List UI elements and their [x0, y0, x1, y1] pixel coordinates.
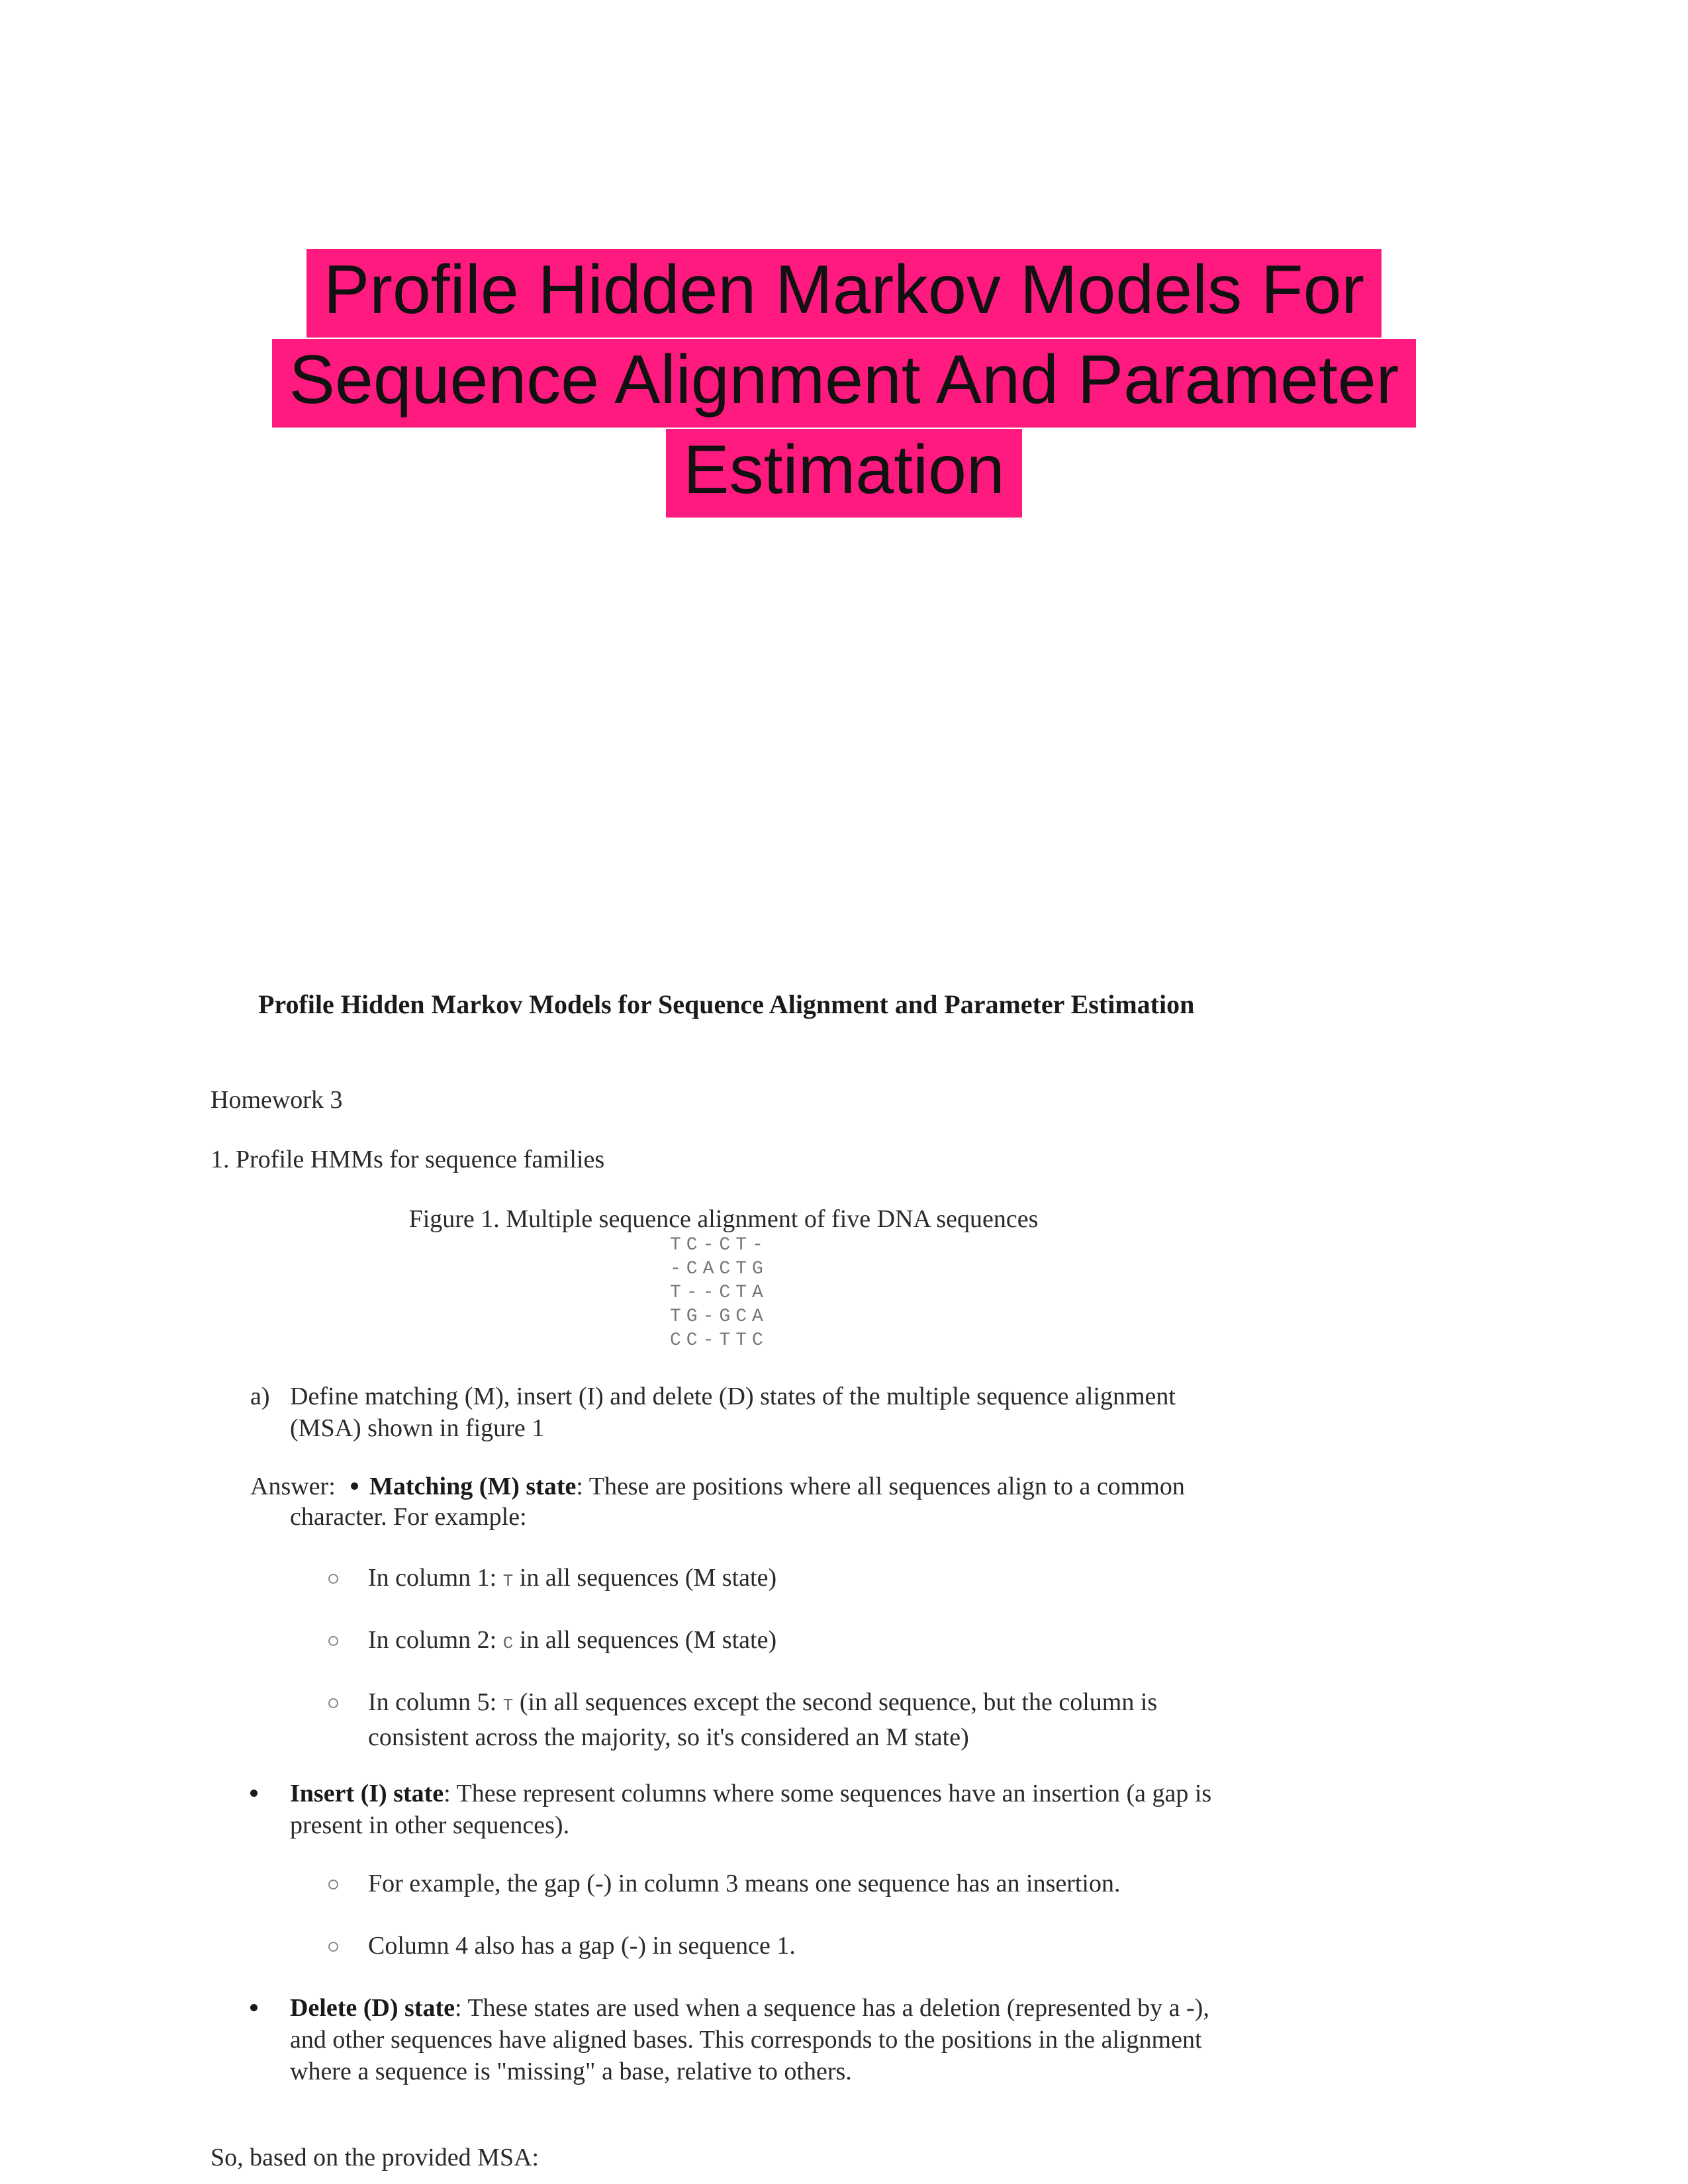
- answer-label: Answer:: [250, 1473, 336, 1500]
- example-text: (in all sequences except the second sequence, but the column is consistent across the majority, so it's considered an M state): [368, 1688, 1158, 1751]
- matching-example-3: [368, 1686, 1229, 1753]
- msa-row: TG-GCA: [670, 1306, 769, 1327]
- example-text: In column 5:: [368, 1688, 503, 1716]
- circle-bullet-icon: [328, 1942, 338, 1952]
- matching-state-continuation: character. For example:: [290, 1503, 527, 1531]
- msa-row: -CACTG: [670, 1259, 769, 1279]
- document-title: Profile Hidden Markov Models for Sequence Alignment and Parameter Estimation: [258, 989, 1195, 1019]
- figure-caption: Figure 1. Multiple sequence alignment of five DNA sequences: [408, 1205, 1039, 1233]
- circle-bullet-icon: [328, 1636, 338, 1646]
- insert-state-term: Insert (I) state: [290, 1780, 444, 1807]
- cover-title-line-1: Profile Hidden Markov Models For: [306, 249, 1382, 338]
- matching-example-2: [368, 1624, 1229, 1659]
- part-a-marker: a): [250, 1383, 270, 1410]
- example-text: in all sequences (M state): [513, 1626, 777, 1654]
- part-a-question: Define matching (M), insert (I) and delete (D) states of the multiple sequence alignment (MSA) shown in figure 1: [290, 1383, 1176, 1442]
- homework-label: Homework 3: [211, 1086, 343, 1114]
- example-text: In column 2:: [368, 1626, 503, 1654]
- example-code: T: [502, 1571, 514, 1591]
- bullet-icon: [351, 1482, 358, 1490]
- bullet-icon: [250, 1790, 258, 1797]
- bullet-icon: [250, 2004, 258, 2011]
- circle-bullet-icon: [328, 1574, 338, 1584]
- question-1-heading: 1. Profile HMMs for sequence families: [211, 1146, 605, 1173]
- msa-row: TC-CT-: [670, 1235, 769, 1255]
- matching-state-line: [369, 1471, 1230, 1502]
- insert-state-line: [290, 1778, 1243, 1841]
- insert-example-1: For example, the gap (-) in column 3 means one sequence has an insertion.: [368, 1870, 1121, 1897]
- cover-title-banner: [0, 245, 1688, 515]
- insert-example-2: Column 4 also has a gap (-) in sequence 1.: [368, 1932, 796, 1960]
- cover-title-line-2: Sequence Alignment And Parameter: [272, 339, 1417, 428]
- delete-state-line: [290, 1992, 1243, 2087]
- matching-state-text: : These are positions where all sequences align to a common: [576, 1473, 1185, 1500]
- delete-state-term: Delete (D) state: [290, 1994, 455, 2022]
- circle-bullet-icon: [328, 1698, 338, 1708]
- insert-state-text: : These represent columns where some sequences have an insertion (a gap is present in other sequences).: [290, 1780, 1212, 1839]
- delete-state-text: : These states are used when a sequence has a deletion (represented by a -), and other sequences have aligned bases. This corresponds to the positions in the alignment where a sequence is "missing" a base, relative to others.: [290, 1994, 1209, 2085]
- example-code: C: [502, 1633, 514, 1653]
- msa-row: T--CTA: [670, 1283, 769, 1303]
- example-code: T: [502, 1696, 514, 1715]
- msa-row: CC-TTC: [670, 1330, 769, 1351]
- example-text: In column 1:: [368, 1564, 503, 1592]
- closing-line: So, based on the provided MSA:: [211, 2144, 539, 2171]
- cover-title-line-3: Estimation: [666, 429, 1022, 518]
- matching-state-term: Matching (M) state: [369, 1473, 577, 1500]
- circle-bullet-icon: [328, 1880, 338, 1889]
- example-text: in all sequences (M state): [513, 1564, 777, 1592]
- msa-block: [670, 1234, 769, 1353]
- matching-example-1: [368, 1562, 1229, 1597]
